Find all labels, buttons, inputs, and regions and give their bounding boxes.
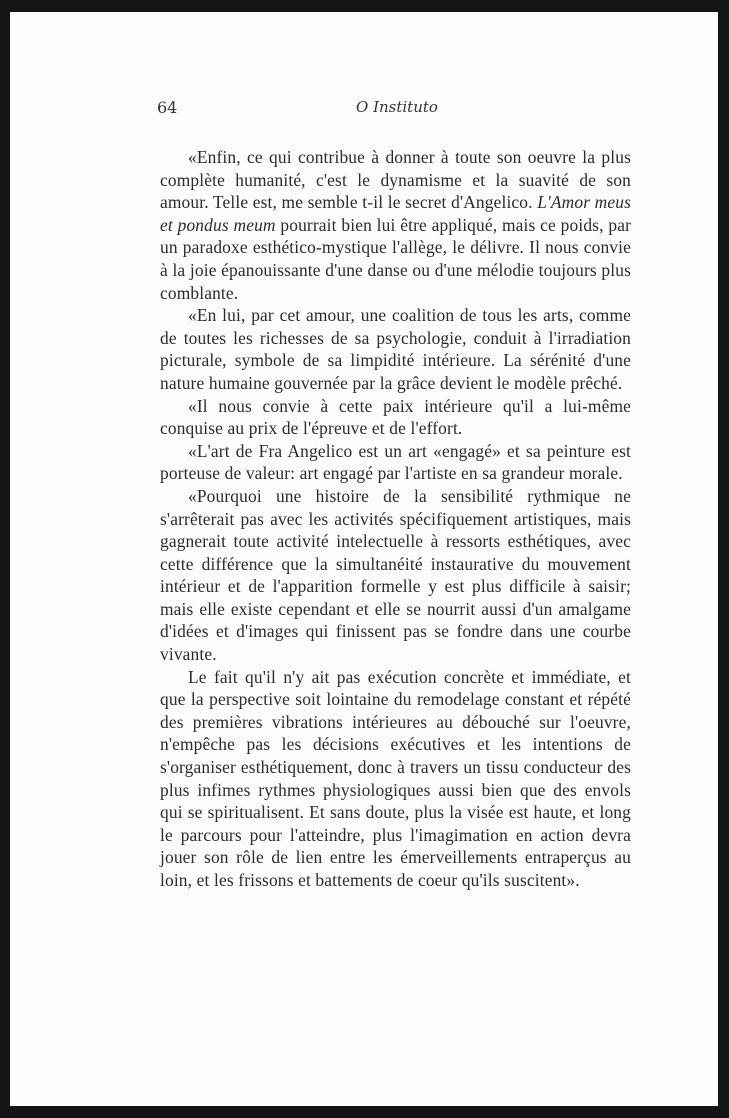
body-text — [160, 146, 631, 892]
scanned-page — [10, 12, 718, 1106]
paragraph: «En lui, par cet amour, une coalition de tous les arts, comme de toutes les richesses de sa psychologie, conduit à l'irradiation picturale, symbole de sa limpidité intérieure. La sérénité d'une nature humaine gouvernée par la grâce devient le modèle prêché. — [160, 305, 631, 393]
paragraph: «Il nous convie à cette paix intérieure qu'il a lui-même conquise au prix de l'épreuve et de l'effort. — [160, 395, 631, 439]
paragraph: «Pourquoi une histoire de la sensibilité rythmique ne s'arrêterait pas avec les activités spécifiquement artistiques, mais gagnerait toute activité intelectuelle à ressorts esthétiques, avec cette différence que la simultanéité instaurative du mouvement intérieur et de l'apparition formelle y est plus difficile à saisir; mais elle existe cependant et elle se nourrit aussi d'un amalgame d'idées et d'images qui finissent pas se fondre dans une courbe vivante. — [160, 485, 631, 665]
paragraph: Le fait qu'il n'y ait pas exécution concrète et immédiate, et que la perspective soit lointaine du remodelage constant et répété des premières vibrations intérieures au débouché sur l'oeuvre, n'empêche pas les décisions exécutives et les intentions de s'organiser esthétiquement, donc à travers un tissu conducteur des plus infimes rythmes physiologiques aussi bien que des envols qui se spiritualisent. Et sans doute, plus la visée est haute, et long le parcours pour l'atteindre, plus l'imagimation en action devra jouer son rôle de lien entre les émerveillements entraperçus au loin, et les frissons et battements de coeur qu'ils suscitent». — [160, 666, 631, 890]
paragraph: «L'art de Fra Angelico est un art «engagé» et sa peinture est porteuse de valeur: art engagé par l'artiste en sa grandeur morale. — [160, 440, 631, 484]
paragraph — [160, 146, 631, 304]
paragraph-text: pourrait bien lui être appliqué, mais ce poids, par un paradoxe esthético-mystique l'allège, le délivre. Il nous convie à la joie épanouissante d'une danse ou d'une mélodie toujours plus comblante. — [160, 214, 632, 303]
paragraph-text: «Enfin, ce qui contribue à donner à toute son oeuvre la plus complète humanité, c'est le dynamisme et la suavité de son amour. Telle est, me semble t-il le secret d'Angelico. — [160, 147, 631, 213]
page-number: 64 — [157, 98, 178, 117]
running-title: O Instituto — [356, 98, 438, 116]
latin-quote: L'Amor meus et pondus meum — [160, 192, 632, 235]
